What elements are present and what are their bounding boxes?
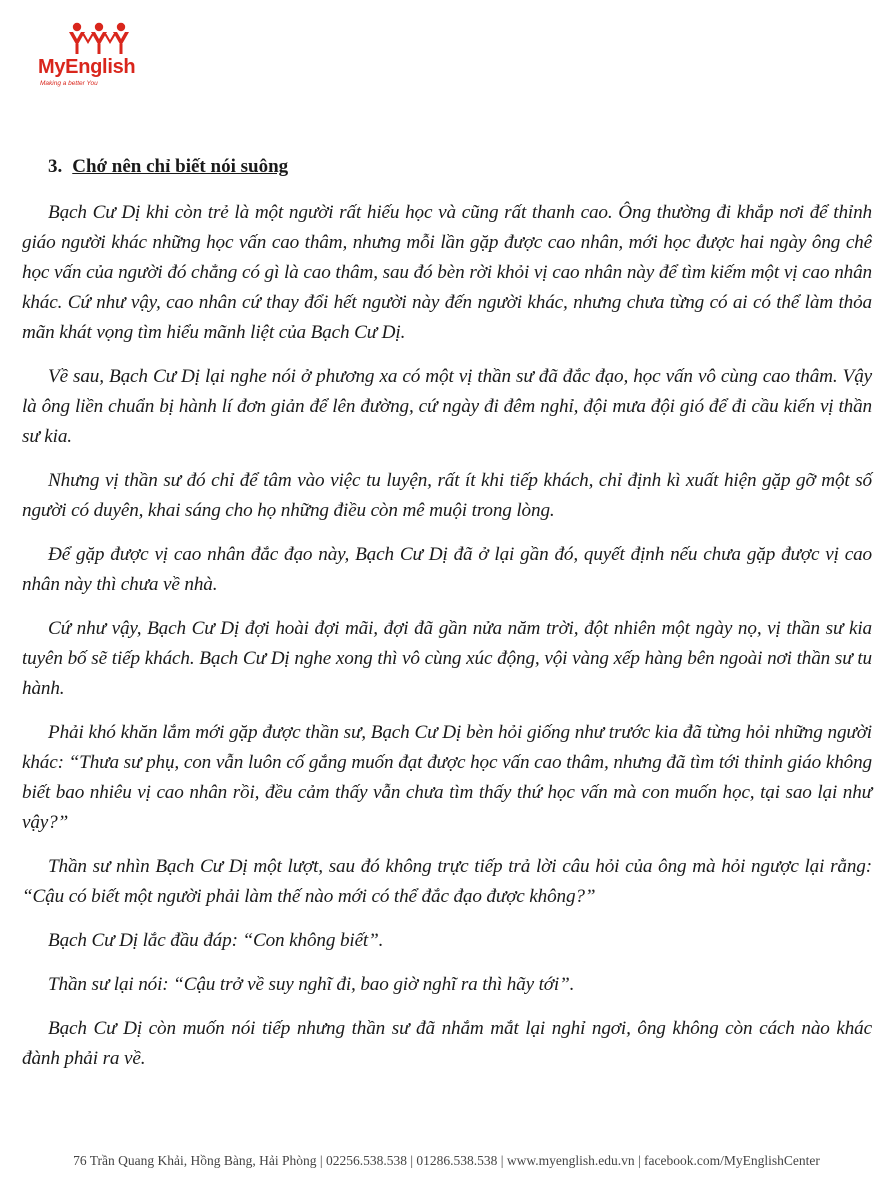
paragraph: Phải khó khăn lắm mới gặp được thần sư, Bạch Cư Dị bèn hỏi giống như trước kia đã từng hỏi những người khác: “Thưa sư phụ, con vẫn luôn cố gắng muốn đạt được học vấn cao thâm, nhưng đã tìm tới thỉnh giáo không biết bao nhiêu vị cao nhân rồi, đều cảm thấy vẫn chưa tìm thấy thứ học vấn mà con muốn học, tại sao lại như vậy?” xyxy=(22,722,872,833)
section-title: Chớ nên chỉ biết nói suông xyxy=(72,156,289,177)
logo-tagline: Making a better You xyxy=(40,80,98,87)
paragraph: Bạch Cư Dị khi còn trẻ là một người rất hiếu học và cũng rất thanh cao. Ông thường đi khắp nơi để thỉnh giáo người khác những học vấn cao thâm, nhưng mỗi lần gặp được cao nhân, mới học được hai ngày ông chê học vấn của người đó chẳng có gì là cao thâm, sau đó bèn rời khỏi vị cao nhân này để tìm kiếm một vị cao nhân khác. Cứ như vậy, cao nhân cứ thay đổi hết người này đến người khác, nhưng chưa từng có ai có thể làm thỏa mãn khát vọng tìm hiểu mãnh liệt của Bạch Cư Dị. xyxy=(22,202,872,343)
logo-name: MyEnglish xyxy=(38,56,136,78)
story-body xyxy=(22,198,872,1088)
paragraph: Bạch Cư Dị lắc đầu đáp: “Con không biết”. xyxy=(48,930,384,951)
people-logo-icon xyxy=(68,22,130,56)
paragraph: Để gặp được vị cao nhân đắc đạo này, Bạch Cư Dị đã ở lại gần đó, quyết định nếu chưa gặp được vị cao nhân này thì chưa về nhà. xyxy=(22,544,872,595)
paragraph: Bạch Cư Dị còn muốn nói tiếp nhưng thần sư đã nhắm mắt lại nghỉ ngơi, ông không còn cách nào khác đành phải ra về. xyxy=(22,1018,872,1069)
paragraph: Thần sư nhìn Bạch Cư Dị một lượt, sau đó không trực tiếp trả lời câu hỏi của ông mà hỏi ngược lại rằng: “Cậu có biết một người phải làm thế nào mới có thể đắc đạo được không?” xyxy=(22,856,872,907)
section-number: 3. xyxy=(48,156,63,177)
paragraph: Thần sư lại nói: “Cậu trở về suy nghĩ đi, bao giờ nghĩ ra thì hãy tới”. xyxy=(48,974,575,995)
paragraph: Cứ như vậy, Bạch Cư Dị đợi hoài đợi mãi, đợi đã gần nửa năm trời, đột nhiên một ngày nọ, vị thần sư kia tuyên bố sẽ tiếp khách. Bạch Cư Dị nghe xong thì vô cùng xúc động, vội vàng xếp hàng bên ngoài nơi thần sư tu hành. xyxy=(22,618,872,699)
section-heading xyxy=(48,156,288,178)
paragraph: Nhưng vị thần sư đó chỉ để tâm vào việc tu luyện, rất ít khi tiếp khách, chỉ định kì xuất hiện gặp gỡ một số người có duyên, khai sáng cho họ những điều còn mê muội trong lòng. xyxy=(22,470,872,521)
page-footer: 76 Trần Quang Khải, Hồng Bàng, Hải Phòng | 02256.538.538 | 01286.538.538 | www.myenglish.edu.vn | facebook.com/MyEnglishCenter xyxy=(73,1153,820,1168)
paragraph: Về sau, Bạch Cư Dị lại nghe nói ở phương xa có một vị thần sư đã đắc đạo, học vấn vô cùng cao thâm. Vậy là ông liền chuẩn bị hành lí đơn giản để lên đường, cứ ngày đi đêm nghỉ, đội mưa đội gió để đi cầu kiến vị thần sư kia. xyxy=(22,366,872,447)
myenglish-logo xyxy=(38,22,158,86)
